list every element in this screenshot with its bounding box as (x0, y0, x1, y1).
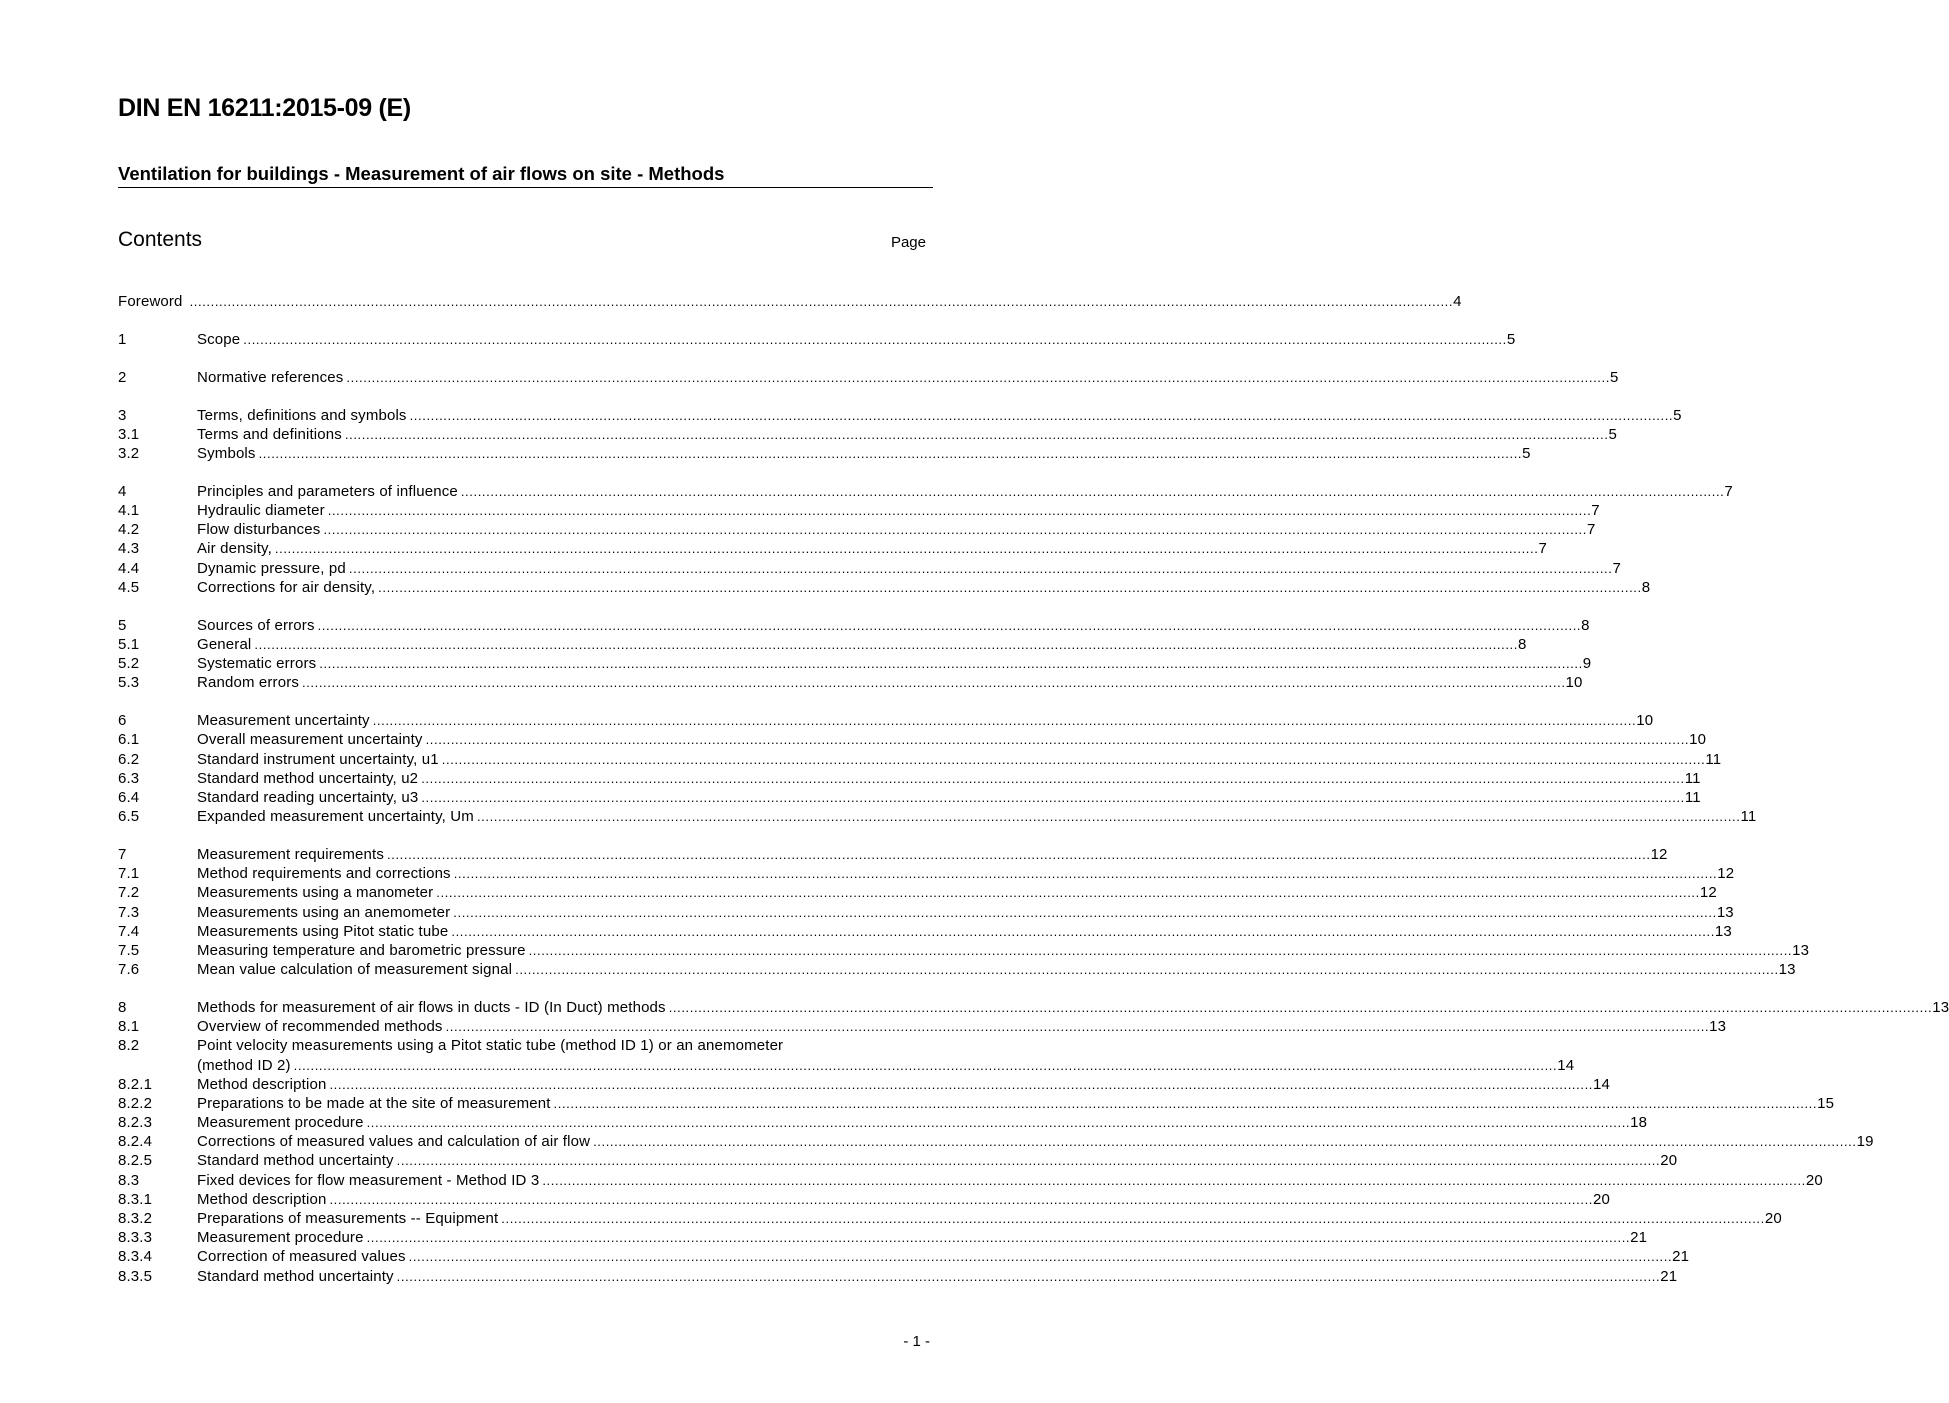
toc-entry-number: 7.4 (118, 922, 140, 940)
toc-entry-number: 8.3.2 (118, 1210, 153, 1227)
toc-dot-leader: ............................................................................................................................................................................................................................................................................................................ (409, 407, 1674, 423)
toc-entry[interactable] (118, 330, 1516, 349)
toc-entry-title: Overview of recommended methods (197, 1018, 443, 1036)
toc-entry-title: Terms and definitions (197, 425, 342, 443)
toc-entry-number: 8.2.1 (118, 1075, 153, 1093)
toc-dot-leader: ............................................................................................................................................................................................................................................................................................................ (189, 294, 1454, 309)
toc-entry-title: Method description (197, 1190, 327, 1208)
toc-entry-number: 5.1 (118, 635, 140, 653)
toc-dot-leader: ............................................................................................................................................................................................................................................................................................................ (460, 483, 1725, 499)
toc-dot-leader: ............................................................................................................................................................................................................................................................................................................ (501, 1211, 1765, 1226)
toc-entry-title: Measurements using Pitot static tube (197, 922, 449, 940)
toc-dot-leader: ............................................................................................................................................................................................................................................................................................................ (293, 1057, 1558, 1073)
toc-dot-leader: ............................................................................................................................................................................................................................................................................................................ (593, 1134, 1857, 1150)
toc-entry-page: 5 (1673, 406, 1682, 424)
toc-entry-number: 8.1 (118, 1018, 140, 1036)
toc-entry-page: 12 (1699, 884, 1717, 902)
toc-dot-leader: ............................................................................................................................................................................................................................................................................................................ (348, 560, 1613, 576)
toc-dot-leader: ............................................................................................................................................................................................................................................................................................................ (254, 636, 1518, 652)
toc-dot-leader: ............................................................................................................................................................................................................................................................................................................ (344, 426, 1609, 442)
toc-entry-number: 8.2.4 (118, 1133, 153, 1151)
toc-entry-title: Random errors (197, 674, 299, 692)
toc-entry-page: 8 (1517, 635, 1527, 653)
toc-entry-number: 6 (118, 712, 127, 730)
toc-entry[interactable] (118, 1075, 1610, 1094)
toc-entry-title: Principles and parameters of influence (197, 482, 458, 500)
toc-entry-title: Standard method uncertainty (197, 1152, 394, 1170)
toc-entry[interactable] (118, 635, 1527, 654)
toc-entry-title: Dynamic pressure, pd (197, 559, 346, 577)
toc-dot-leader: ............................................................................................................................................................................................................................................................................................................ (327, 503, 1592, 519)
toc-entry[interactable] (118, 1190, 1610, 1209)
toc-entry-title: (method ID 2) (197, 1056, 291, 1074)
toc-dot-leader: ............................................................................................................................................................................................................................................................................................................ (542, 1172, 1806, 1188)
toc-entry-page: 11 (1684, 788, 1701, 806)
toc-entry[interactable] (118, 960, 1796, 979)
toc-entry-page: 9 (1582, 655, 1592, 673)
toc-dot-leader: ............................................................................................................................................................................................................................................................................................................ (396, 1153, 1661, 1169)
toc-dot-leader: ............................................................................................................................................................................................................................................................................................................ (425, 732, 1690, 748)
toc-entry[interactable] (118, 807, 1757, 826)
toc-entry-title: Correction of measured values (197, 1248, 406, 1266)
toc-dot-leader: ............................................................................................................................................................................................................................................................................................................ (453, 866, 1718, 882)
toc-entry-number: 5 (118, 616, 127, 634)
toc-entry-title: Fixed devices for flow measurement - Method ID 3 (197, 1171, 540, 1189)
toc-entry-number: 3 (118, 406, 127, 424)
toc-entry-number: 8.2 (118, 1037, 140, 1055)
toc-entry-number: 3.2 (118, 445, 140, 462)
toc-entry-title: Overall measurement uncertainty (197, 731, 423, 749)
toc-entry-number: 8.3.4 (118, 1248, 153, 1266)
toc-entry-title: General (197, 635, 252, 653)
toc-entry[interactable] (118, 1247, 1690, 1266)
toc-entry-page: 21 (1672, 1248, 1690, 1266)
toc-entry[interactable] (118, 444, 1531, 463)
toc-entry[interactable] (118, 864, 1735, 883)
toc-entry-page: 5 (1609, 368, 1619, 386)
toc-dot-leader: ............................................................................................................................................................................................................................................................................................................ (346, 369, 1610, 385)
toc-entry-page: 19 (1856, 1133, 1874, 1151)
toc-entry[interactable] (118, 368, 1619, 387)
toc-entry[interactable] (118, 998, 1949, 1017)
toc-entry[interactable] (118, 292, 1462, 311)
toc-entry[interactable] (118, 845, 1668, 864)
toc-entry[interactable] (118, 1056, 1575, 1075)
toc-entry-number: 4.4 (118, 559, 140, 577)
toc-entry-page: 7 (1538, 540, 1547, 558)
toc-entry[interactable] (118, 539, 1547, 558)
toc-entry-page: 20 (1764, 1210, 1782, 1227)
toc-entry-page: 13 (1792, 941, 1810, 959)
toc-entry-title: Measuring temperature and barometric pressure (197, 941, 526, 959)
toc-entry[interactable] (118, 616, 1590, 635)
toc-entry-page: 13 (1932, 998, 1949, 1016)
toc-entry[interactable] (118, 578, 1651, 597)
toc-entry-title: Standard instrument uncertainty, u1 (197, 750, 439, 768)
toc-entry[interactable] (118, 730, 1707, 749)
toc-entry-page: 13 (1709, 1018, 1727, 1036)
toc-entry-title: Standard method uncertainty (197, 1267, 394, 1285)
toc-entry-page: 14 (1593, 1075, 1610, 1093)
toc-entry-number: 7.1 (118, 865, 140, 883)
toc-entry[interactable] (118, 711, 1654, 730)
toc-entry-title: Measurement uncertainty (197, 712, 370, 730)
toc-entry-number: 5.2 (118, 655, 140, 673)
toc-entry[interactable] (118, 1113, 1648, 1132)
toc-dot-leader: ............................................................................................................................................................................................................................................................................................................ (451, 923, 1715, 939)
toc-entry-page: 4 (1453, 293, 1462, 310)
toc-entry[interactable] (118, 883, 1717, 902)
toc-entry-title: Methods for measurement of air flows in ducts - ID (In Duct) methods (197, 998, 666, 1016)
toc-entry-page: 11 (1740, 808, 1757, 826)
toc-entry[interactable] (118, 922, 1732, 941)
toc-entry-number: 8.2.3 (118, 1114, 153, 1132)
toc-dot-leader: ............................................................................................................................................................................................................................................................................................................ (243, 331, 1507, 347)
toc-entry-number: 8 (118, 998, 127, 1016)
toc-entry-number: 4.1 (118, 502, 140, 520)
toc-entry-number: 4 (118, 482, 127, 500)
toc-entry[interactable] (118, 1094, 1835, 1113)
toc-entry-title: Terms, definitions and symbols (197, 406, 407, 424)
toc-dot-leader: ............................................................................................................................................................................................................................................................................................................ (372, 713, 1637, 729)
toc-entry[interactable] (118, 1228, 1648, 1247)
toc-entry-title: Measurements using an anemometer (197, 903, 451, 921)
toc-entry-page: 12 (1650, 845, 1668, 863)
toc-entry[interactable] (118, 482, 1733, 501)
toc-dot-leader: ............................................................................................................................................................................................................................................................................................................ (258, 446, 1523, 461)
toc-entry-title: Standard reading uncertainty, u3 (197, 788, 419, 806)
toc-entry[interactable] (118, 425, 1617, 444)
toc-entry-title: Mean value calculation of measurement signal (197, 961, 513, 979)
toc-entry-title: Expanded measurement uncertainty, Um (197, 808, 474, 826)
toc-entry-page: 8 (1641, 578, 1651, 596)
toc-entry-number: 8.3.1 (118, 1190, 153, 1208)
toc-dot-leader: ............................................................................................................................................................................................................................................................................................................ (378, 579, 1642, 595)
toc-entry-title: Preparations to be made at the site of measurement (197, 1094, 551, 1112)
toc-entry-title: Measurements using a manometer (197, 884, 434, 902)
toc-entry-page: 21 (1630, 1229, 1648, 1247)
toc-entry-page: 15 (1817, 1094, 1835, 1112)
toc-entry[interactable] (118, 406, 1682, 425)
toc-entry-page: 21 (1660, 1267, 1678, 1285)
toc-entry[interactable] (118, 941, 1810, 960)
toc-entry-page: 7 (1724, 482, 1733, 500)
toc-entry-title: Normative references (197, 368, 344, 386)
toc-dot-leader: ............................................................................................................................................................................................................................................................................................................ (445, 1019, 1710, 1035)
toc-dot-leader: ............................................................................................................................................................................................................................................................................................................ (441, 751, 1706, 767)
toc-entry-page: 7 (1612, 559, 1621, 577)
toc-dot-leader: ............................................................................................................................................................................................................................................................................................................ (408, 1249, 1673, 1265)
toc-entry-number: 5.3 (118, 674, 140, 692)
toc-entry-page: 7 (1586, 521, 1596, 539)
toc-entry-page: 10 (1565, 674, 1583, 692)
toc-dot-leader: ............................................................................................................................................................................................................................................................................................................ (421, 770, 1685, 786)
toc-entry[interactable] (118, 1209, 1782, 1228)
toc-dot-leader: ............................................................................................................................................................................................................................................................................................................ (396, 1268, 1661, 1284)
toc-entry-title: Sources of errors (197, 616, 315, 634)
toc-entry-number: 2 (118, 368, 127, 386)
toc-entry-title: Corrections of measured values and calculation of air flow (197, 1133, 591, 1151)
toc-entry[interactable] (118, 1132, 1874, 1151)
toc-entry-title: Measurement procedure (197, 1229, 364, 1247)
toc-entry-title: Preparations of measurements -- Equipment (197, 1210, 499, 1227)
toc-dot-leader: ............................................................................................................................................................................................................................................................................................................ (329, 1076, 1593, 1092)
document-id: DIN EN 16211:2015-09 (E) (118, 94, 411, 122)
toc-entry-number: 8.3.5 (118, 1267, 153, 1285)
toc-entry-number: 4.2 (118, 521, 140, 539)
toc-entry-title: Method description (197, 1075, 327, 1093)
toc-entry-page: 5 (1522, 445, 1531, 462)
toc-entry-number: 6.5 (118, 808, 140, 826)
toc-entry-page: 10 (1689, 731, 1707, 749)
toc-dot-leader: ............................................................................................................................................................................................................................................................................................................ (387, 846, 1651, 862)
document-subtitle: Ventilation for buildings - Measurement of air flows on site - Methods (118, 163, 933, 188)
toc-entry-page: 11 (1684, 769, 1701, 787)
toc-entry-title: Hydraulic diameter (197, 502, 325, 520)
toc-dot-leader: ............................................................................................................................................................................................................................................................................................................ (317, 617, 1582, 633)
toc-entry-number: 1 (118, 330, 127, 348)
toc-dot-leader: ............................................................................................................................................................................................................................................................................................................ (323, 522, 1587, 538)
toc-entry-number: 7.2 (118, 884, 140, 902)
contents-heading: Contents (118, 228, 203, 251)
toc-dot-leader: ............................................................................................................................................................................................................................................................................................................ (515, 962, 1779, 978)
toc-dot-leader: ............................................................................................................................................................................................................................................................................................................ (274, 541, 1539, 557)
toc-entry[interactable] (118, 673, 1583, 692)
toc-entry-number: 6.4 (118, 788, 140, 806)
toc-entry-number: 3.1 (118, 425, 140, 443)
table-of-contents (118, 292, 1949, 1286)
toc-entry-page: 20 (1593, 1190, 1610, 1208)
toc-entry[interactable] (118, 501, 1600, 520)
toc-entry-title: Measurement procedure (197, 1114, 364, 1132)
toc-dot-leader: ............................................................................................................................................................................................................................................................................................................ (366, 1230, 1631, 1246)
toc-entry-page: 12 (1717, 865, 1735, 883)
toc-entry-title: Corrections for air density, (197, 578, 376, 596)
toc-entry-page: 20 (1805, 1171, 1823, 1189)
toc-entry[interactable] (118, 654, 1592, 673)
toc-entry-number: 6.2 (118, 750, 140, 768)
toc-entry-page: 18 (1630, 1114, 1648, 1132)
toc-entry[interactable] (118, 1017, 1727, 1036)
toc-dot-leader: ............................................................................................................................................................................................................................................................................................................ (301, 675, 1566, 691)
toc-entry-page: 13 (1716, 903, 1734, 921)
toc-dot-leader: ............................................................................................................................................................................................................................................................................................................ (319, 656, 1583, 672)
toc-dot-leader: ............................................................................................................................................................................................................................................................................................................ (366, 1115, 1631, 1131)
toc-dot-leader: ............................................................................................................................................................................................................................................................................................................ (476, 809, 1741, 825)
toc-dot-leader: ............................................................................................................................................................................................................................................................................................................ (453, 904, 1717, 920)
toc-entry-page: 11 (1705, 750, 1722, 768)
toc-entry-number: 7 (118, 845, 127, 863)
toc-entry-number: 8.3.3 (118, 1229, 153, 1247)
page-column-heading: Page (890, 234, 926, 251)
page-number-footer: - 1 - (903, 1333, 930, 1350)
toc-entry-number: 4.3 (118, 540, 140, 558)
toc-entry[interactable] (118, 903, 1734, 922)
toc-entry-title: Method requirements and corrections (197, 865, 451, 883)
toc-dot-leader: ............................................................................................................................................................................................................................................................................................................ (553, 1095, 1818, 1111)
toc-entry[interactable] (118, 559, 1621, 578)
toc-entry[interactable] (118, 788, 1701, 807)
toc-entry-number: 8.2.2 (118, 1094, 153, 1112)
toc-entry[interactable] (118, 520, 1596, 539)
toc-entry[interactable] (118, 769, 1701, 788)
toc-entry-page: 8 (1581, 616, 1590, 634)
toc-entry-number: 7.5 (118, 941, 140, 959)
toc-entry-title: Measurement requirements (197, 845, 385, 863)
toc-entry[interactable] (118, 1151, 1678, 1170)
toc-entry-title: Flow disturbances (197, 521, 321, 539)
toc-entry-page: 13 (1714, 922, 1732, 940)
toc-entry[interactable] (118, 750, 1722, 769)
toc-entry[interactable] (118, 1036, 921, 1055)
toc-entry-title: Air density, (197, 540, 272, 558)
toc-entry-number: 7.3 (118, 903, 140, 921)
toc-dot-leader: ............................................................................................................................................................................................................................................................................................................ (436, 885, 1700, 901)
toc-dot-leader: ............................................................................................................................................................................................................................................................................................................ (329, 1191, 1593, 1207)
toc-entry-title: Scope (197, 330, 241, 348)
toc-entry-page: 14 (1557, 1056, 1575, 1074)
toc-entry-number: Foreword (118, 293, 183, 310)
toc-entry-page: 5 (1506, 330, 1516, 348)
toc-dot-leader: ............................................................................................................................................................................................................................................................................................................ (528, 942, 1793, 958)
toc-dot-leader: ............................................................................................................................................................................................................................................................................................................ (421, 789, 1685, 805)
toc-dot-leader: ............................................................................................................................................................................................................................................................................................................ (668, 999, 1933, 1015)
toc-entry-title: Point velocity measurements using a Pitot static tube (method ID 1) or an anemometer (197, 1037, 784, 1055)
toc-entry-page: 20 (1660, 1152, 1678, 1170)
toc-entry-page: 5 (1608, 425, 1617, 443)
toc-entry-page: 13 (1778, 961, 1796, 979)
toc-entry-number: 8.2.5 (118, 1152, 153, 1170)
toc-entry-number: 8.3 (118, 1171, 140, 1189)
toc-entry-page: 7 (1591, 502, 1600, 520)
toc-entry-title: Standard method uncertainty, u2 (197, 769, 419, 787)
toc-entry-page: 10 (1636, 712, 1654, 730)
toc-entry[interactable] (118, 1171, 1823, 1190)
toc-entry-number: 7.6 (118, 961, 140, 979)
toc-entry-title: Systematic errors (197, 655, 317, 673)
toc-entry-number: 4.5 (118, 578, 140, 596)
toc-entry-number: 6.3 (118, 769, 140, 787)
toc-entry-title: Symbols (197, 445, 256, 462)
toc-entry[interactable] (118, 1267, 1678, 1286)
toc-entry-number: 6.1 (118, 731, 140, 749)
